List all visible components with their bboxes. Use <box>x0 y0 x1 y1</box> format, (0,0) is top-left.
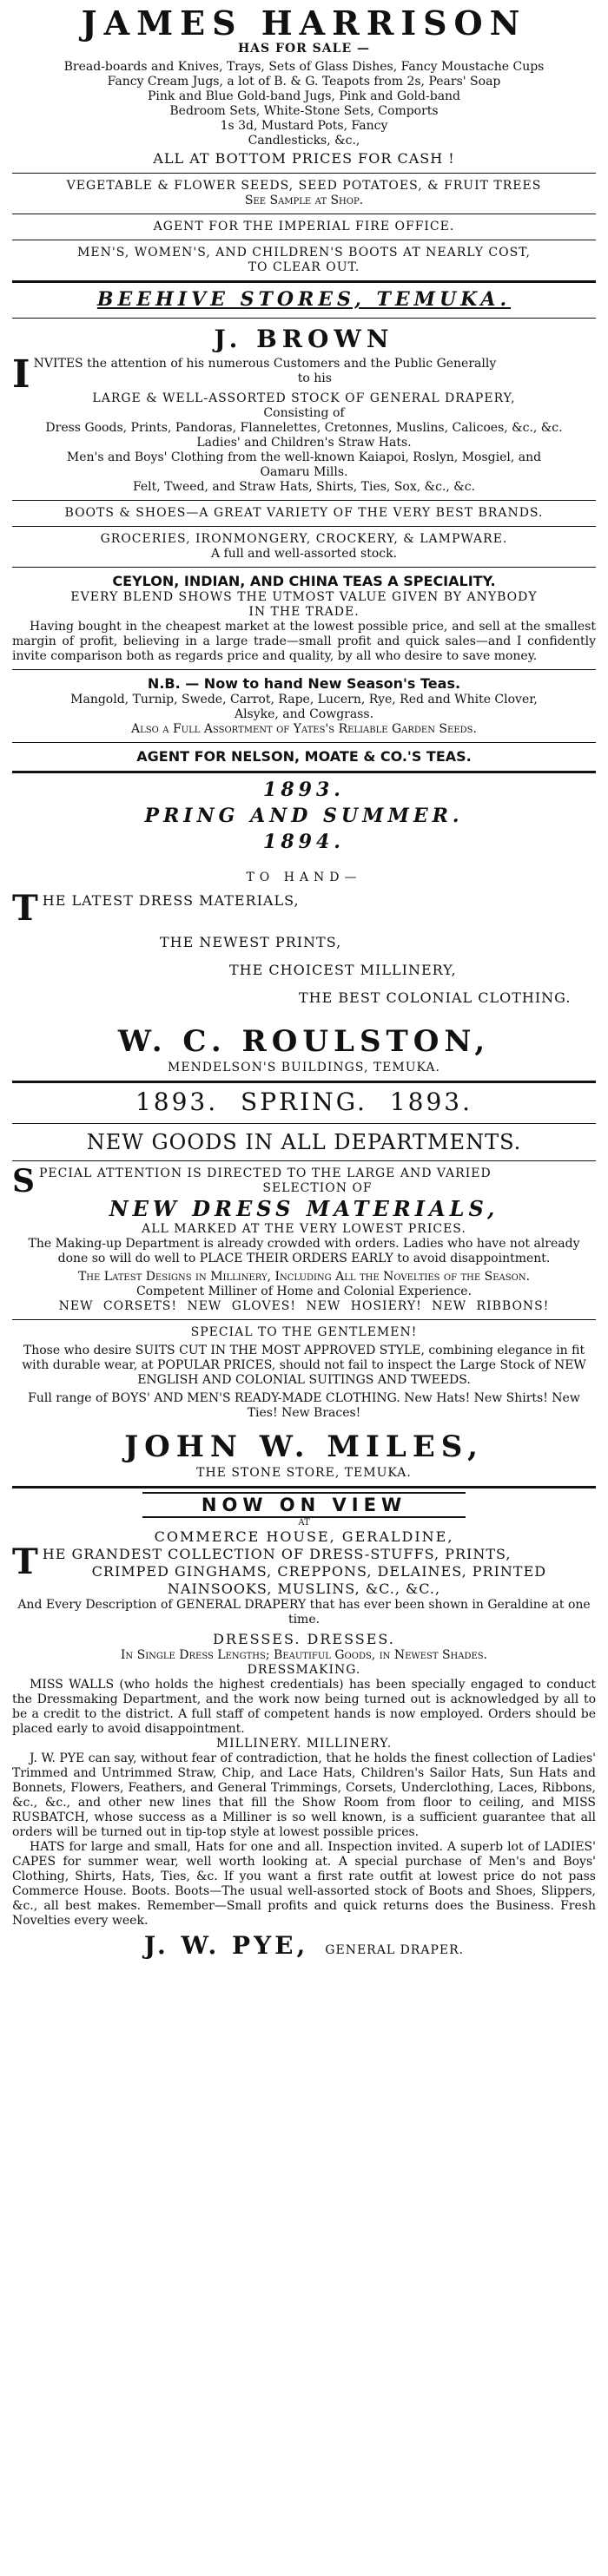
harrison-prices: ALL AT BOTTOM PRICES FOR CASH ! <box>153 150 455 167</box>
section-divider <box>12 280 596 283</box>
harrison-goods-line-1: Bread-boards and Knives, Trays, Sets of Glass Dishes, Fancy Moustache Cups <box>63 60 545 74</box>
brown-dress-goods: Dress Goods, Prints, Pandoras, Flannelettes, Cretonnes, Muslins, Calicoes, &c., &c. <box>45 421 563 435</box>
roulston-year-2: 1894. <box>263 831 345 853</box>
roulston-prints: THE NEWEST PRINTS, <box>160 934 342 950</box>
roulston-address: MENDELSON'S BUILDINGS, TEMUKA. <box>168 1061 440 1074</box>
divider <box>12 318 596 319</box>
drop-cap: I <box>12 352 30 397</box>
divider <box>12 1319 596 1320</box>
pye-advertisement <box>12 1492 596 1962</box>
harrison-boots-line-2: TO CLEAR OUT. <box>248 260 360 274</box>
miles-special-2: SELECTION OF <box>262 1181 373 1195</box>
brown-teas: CEYLON, INDIAN, AND CHINA TEAS A SPECIALITY. <box>112 573 496 589</box>
pye-crimped: CRIMPED GINGHAMS, CREPPONS, DELAINES, PRINTED <box>91 1563 547 1580</box>
brown-invites-block <box>12 352 596 397</box>
miles-suits: Those who desire SUITS CUT IN THE MOST APPROVED STYLE, combining elegance in fit with durable wear, at POPULAR PRICES, should not fail to inspect the Large Stock of NEW ENGLISH AND COLONIAL SUITINGS AND TWEEDS. <box>22 1344 586 1387</box>
pye-millinery: MILLINERY. MILLINERY. <box>215 1737 393 1751</box>
harrison-seeds: VEGETABLE & FLOWER SEEDS, SEED POTATOES, & FRUIT TREES <box>66 179 542 193</box>
brown-felt: Felt, Tweed, and Straw Hats, Shirts, Ties, Sox, &c., &c. <box>132 480 476 494</box>
divider <box>12 173 596 174</box>
divider <box>12 526 596 527</box>
roulston-latest-line <box>12 888 596 929</box>
section-divider <box>12 1081 596 1083</box>
harrison-sample: See Sample at Shop. <box>244 194 364 207</box>
drop-cap: T <box>12 888 39 929</box>
beehive-banner: BEEHIVE STORES, TEMUKA. <box>96 288 512 311</box>
brown-agent: AGENT FOR NELSON, MOATE & CO.'S TEAS. <box>136 748 472 765</box>
pye-grandest: HE GRANDEST COLLECTION OF DRESS-STUFFS, PRINTS, <box>42 1546 512 1562</box>
brown-assorted: A full and well-assorted stock. <box>210 547 398 561</box>
miles-special-1: PECIAL ATTENTION IS DIRECTED TO THE LARGE AND VARIED <box>39 1166 492 1180</box>
pye-now-on-view-wrap <box>142 1492 466 1518</box>
harrison-for-sale: HAS FOR SALE — <box>237 42 371 56</box>
roulston-name: W. C. ROULSTON, <box>117 1024 491 1059</box>
pye-commerce: COMMERCE HOUSE, GERALDINE, <box>154 1528 454 1545</box>
pye-main-paragraph: J. W. PYE can say, without fear of contradiction, that he holds the finest collection of Ladies' Trimmed and Untrimmed Straw, Chip, and Lace Hats, Children's Sailor Hats, Sun Hats and Bonnets, Flowers, Feathers, and General Trimmings, Corsets, Underclothing, Laces, Ribbons, &c., &c., and other new lines that fill the Show Room from floor to ceiling, and MISS RUSBATCH, whose success as a Milliner is so well known, is a sufficient guarantee that all orders will be turned out in tip-top style at lowest possible prices. <box>12 1751 596 1839</box>
roulston-year-1: 1893. <box>263 779 345 801</box>
miles-heading: 1893. SPRING. 1893. <box>135 1088 473 1116</box>
miles-range: Full range of BOYS' AND MEN'S READY-MADE CLOTHING. New Hats! New Shirts! New Ties! New Braces! <box>28 1391 580 1420</box>
pye-dresses: DRESSES. DRESSES. <box>213 1631 395 1647</box>
harrison-agent: AGENT FOR THE IMPERIAL FIRE OFFICE. <box>153 220 455 233</box>
pye-at: AT <box>298 1518 310 1528</box>
pye-nainsooks: NAINSOOKS, MUSLINS, &C., &C., <box>167 1580 441 1597</box>
roulston-millinery: THE CHOICEST MILLINERY, <box>229 962 457 978</box>
pye-dressmaking: DRESSMAKING. <box>247 1663 361 1677</box>
drop-cap: S <box>12 1163 36 1199</box>
miles-making-up: The Making-up Department is already crowded with orders. Ladies who have not already done so will do well to PLACE THEIR ORDERS EARLY to avoid disappointment. <box>28 1237 580 1265</box>
brown-boots: BOOTS & SHOES—A GREAT VARIETY OF THE VERY BEST BRANDS. <box>64 506 544 520</box>
harrison-goods-line-6: Candlesticks, &c., <box>248 134 360 148</box>
harrison-goods-line-3: Pink and Blue Gold-band Jugs, Pink and Gold-band <box>147 89 461 103</box>
miles-new-goods: NEW GOODS IN ALL DEPARTMENTS. <box>86 1130 522 1154</box>
brown-bought-paragraph: Having bought in the cheapest market at the lowest possible price, and sell at the smallest margin of profit, believing in a large trade—small profit and quick sales—and I confidently invite comparison both as regards price and quality, by all who desire to save money. <box>12 620 596 663</box>
brown-straw-hats: Ladies' and Children's Straw Hats. <box>196 436 412 450</box>
brown-yates: Also a Full Assortment of Yates's Reliable Garden Seeds. <box>131 722 477 736</box>
brown-consisting: Consisting of <box>263 406 345 420</box>
brown-stock: LARGE & WELL-ASSORTED STOCK OF GENERAL DRAPERY, <box>92 391 516 405</box>
brown-blend-2: IN THE TRADE. <box>248 605 360 619</box>
brown-invites: NVITES the attention of his numerous Customers and the Public Generally <box>33 357 497 371</box>
roulston-to-hand: TO HAND— <box>246 871 362 884</box>
brown-nb: N.B. — Now to hand New Season's Teas. <box>147 675 461 692</box>
pye-walls-paragraph: MISS WALLS (who holds the highest credentials) has been specially engaged to conduct the Dressmaking Department, and the work now being turned out is acknowledged by all to be a credit to the district. A full staff of competent hands is now employed. Orders should be placed early to avoid disappointment. <box>12 1678 596 1736</box>
brown-blend-1: EVERY BLEND SHOWS THE UTMOST VALUE GIVEN BY ANYBODY <box>70 590 538 604</box>
section-divider <box>12 1486 596 1488</box>
drop-cap: T <box>12 1541 39 1582</box>
miles-store: THE STONE STORE, TEMUKA. <box>196 1466 412 1480</box>
pye-signature <box>12 1930 596 1962</box>
harrison-goods-line-4: Bedroom Sets, White-Stone Sets, Comports <box>169 104 439 118</box>
divider <box>12 567 596 568</box>
pye-hats-paragraph: HATS for large and small, Hats for one and all. Inspection invited. A superb lot of LADIES' CAPES for summer wear, well worth looking at. A special purchase of Men's and Boys' Clothing, Shirts, Hats, Ties, &c. If you want a first rate outfit at lowest price do not pass Commerce House. Boots. Boots—The usual well-assorted stock of Boots and Shoes, Slippers, &c., all best makes. Remember—Small profits and quick returns does the Business. Fresh Novelties every week. <box>12 1840 596 1928</box>
harrison-boots-line-1: MEN'S, WOMEN'S, AND CHILDREN'S BOOTS AT NEARLY COST, <box>77 246 531 260</box>
harrison-goods-line-5: 1s 3d, Mustard Pots, Fancy <box>220 119 388 133</box>
miles-competent: Competent Milliner of Home and Colonial Experience. <box>135 1285 473 1298</box>
miles-advertisement <box>12 1087 596 1481</box>
miles-dress-materials: NEW DRESS MATERIALS, <box>109 1196 499 1221</box>
miles-marked: ALL MARKED AT THE VERY LOWEST PRICES. <box>142 1222 466 1236</box>
divider <box>12 669 596 670</box>
divider <box>12 500 596 501</box>
section-divider <box>12 771 596 773</box>
divider <box>12 742 596 743</box>
pye-now-on-view: NOW ON VIEW <box>201 1495 407 1515</box>
brown-to-his: to his <box>297 371 332 385</box>
brown-groceries: GROCERIES, IRONMONGERY, CROCKERY, & LAMPWARE. <box>100 532 508 546</box>
roulston-season: PRING AND SUMMER. <box>144 805 464 827</box>
roulston-advertisement <box>12 777 596 1075</box>
pye-every-desc: And Every Description of GENERAL DRAPERY that has ever been shown in Geraldine at one time. <box>17 1598 591 1626</box>
roulston-clothing: THE BEST COLONIAL CLOTHING. <box>299 989 572 1006</box>
pye-lengths: In Single Dress Lengths; Beautiful Goods, in Newest Shades. <box>120 1648 488 1662</box>
miles-name: JOHN W. MILES, <box>124 1429 484 1464</box>
miles-special-block <box>12 1163 596 1199</box>
miles-designs: The Latest Designs in Millinery, Including All the Novelties of the Season. <box>77 1270 531 1284</box>
brown-clothing-1: Men's and Boys' Clothing from the well-known Kaiapoi, Roslyn, Mosgiel, and <box>66 450 542 464</box>
pye-name: J. W. PYE, <box>143 1931 309 1960</box>
brown-advertisement <box>12 286 596 766</box>
miles-new-items: NEW CORSETS! NEW GLOVES! NEW HOSIERY! NEW RIBBONS! <box>58 1299 550 1313</box>
pye-title: GENERAL DRAPER. <box>325 1943 465 1957</box>
harrison-name: JAMES HARRISON <box>81 3 527 43</box>
brown-seeds-2: Alsyke, and Cowgrass. <box>234 707 374 721</box>
miles-gentlemen: SPECIAL TO THE GENTLEMEN! <box>190 1325 418 1339</box>
divider <box>12 1160 596 1161</box>
roulston-latest: HE LATEST DRESS MATERIALS, <box>42 892 300 909</box>
brown-clothing-2: Oamaru Mills. <box>260 465 348 479</box>
brown-seeds-1: Mangold, Turnip, Swede, Carrot, Rape, Lucern, Rye, Red and White Clover, <box>70 693 538 706</box>
harrison-goods-line-2: Fancy Cream Jugs, a lot of B. & G. Teapots from 2s, Pears' Soap <box>107 75 501 89</box>
brown-name: J. BROWN <box>214 325 394 353</box>
pye-grandest-block <box>12 1541 596 1598</box>
divider <box>12 1123 596 1124</box>
harrison-advertisement <box>12 3 596 275</box>
